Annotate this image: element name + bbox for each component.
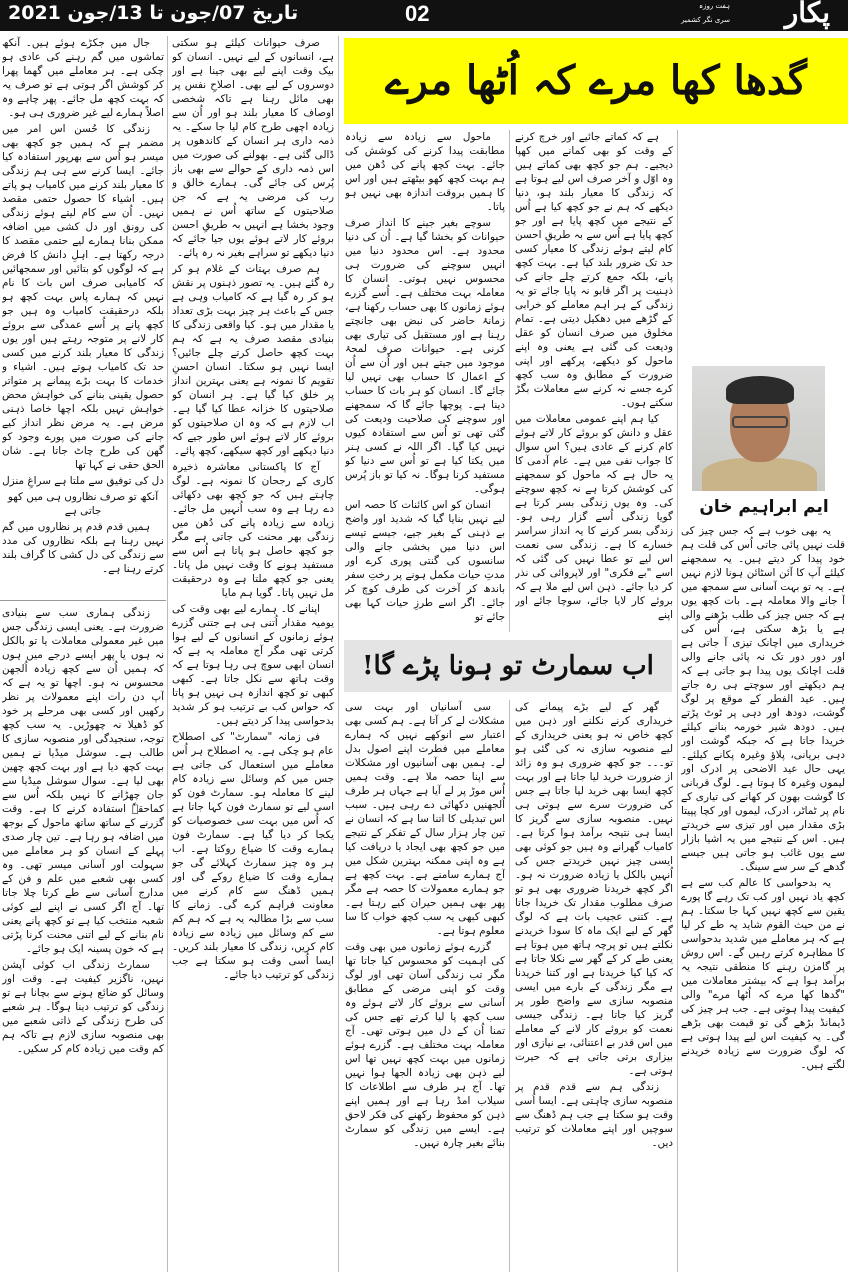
- paragraph: ماحول سے زیادہ سے زیادہ مطابقت پیدا کرنے کی کوشش کی جائے۔ بہت کچھ پانے کی دُھن میں ہم بہت کچھ کھو بیٹھتے ہیں اور اس کا ہمیں بروقت اندازہ بھی نہیں ہو پاتا۔: [345, 131, 505, 213]
- issue-date: تاریخ 07/جون تا 13/جون 2021: [8, 2, 299, 24]
- paragraph: گزرے ہوئے زمانوں میں بھی وقت کی اہمیت کو محسوس کیا جاتا تھا مگر تب زندگی آسان تھی اور لوگ وقت کو اپنی مرضی کے مطابق آسانی سے بروئے کار لاتے ہوئے وہ سب کچھ پا لیا کرتے تھے جس کی تمنا اُن کے دل میں ہوتی تھی۔ آج معاملہ بہت مختلف ہے۔ گزرے ہوئے زمانوں میں بہت کچھ نہیں تھا اس لیے ذہن بھی زیادہ الجھا ہوا نہیں تھا۔ آج ہر طرف سے اطلاعات کا سیلاب امڈ رہا ہے اور ہمیں اپنے ذہن کو محفوظ رکھنے کی فکر لاحق ہے۔ ایسے میں زندگی کو سمارٹ بنائے بغیر چارہ نہیں۔: [345, 941, 505, 1149]
- paragraph: سمارٹ زندگی اب کوئی آپشن نہیں، ناگزیر کیفیت ہے۔ وقت اور وسائل کو ضائع ہونے سے بچانا ہے تو زندگی کو ترتیب دینا ہوگا۔ ہر شعبے کی طرح زندگی کے ذاتی شعبے میں بھی منصوبہ سازی لازم ہے تاکہ ہم کم وقت میں زیادہ کام کر سکیں۔: [2, 959, 164, 1055]
- paragraph: صرف حیوانات کیلئے ہو سکتی ہے، انسانوں کے لیے نہیں۔ انسان کو بیک وقت اپنے لیے بھی جینا ہے اور دوسروں کے لیے بھی۔ اصلاحِ نفس پر بھی مائل رہنا ہے تاکہ شخصی اوصاف کا معیار بلند ہو اور اُن سے زیادہ اچھی طرح کام لیا جا سکے۔ یہ ذمہ داری ہر انسان کے کاندھوں پر ڈالی گئی ہے۔ بھولنے کی صورت میں اس ذمہ داری کے حوالے سے بھی باز پُرس کی جائے گی۔ ہمارے خالق و رب کی مرضی یہ ہے کہ جن صلاحیتوں کے ساتھ اُس نے ہمیں وجود بخشا ہے انہیں بہ طریقِ احسن بروئے کار لاتے ہوئے یوں جیا جائے کہ دنیا دیکھے تو سراہے بغیر نہ رہ پائے۔: [172, 37, 334, 259]
- logo-city: سری نگر کشمیر: [681, 16, 730, 24]
- column-divider: [509, 700, 510, 1272]
- paragraph: سی آسانیاں اور بہت سی مشکلات لے کر آتا ہے۔ ہم کسی بھی اعتبار سے انوکھے نہیں کہ ہمارے معاملے میں فطرت اپنے اصول بدل لے۔ ہمیں بھی آسانیوں اور مشکلات سے اپنا حصہ ملا ہے۔ وقت ہمیں اُس موڑ پر لے آیا ہے جہاں ہر طرف اُلجھنیں دکھائی دے رہی ہیں۔ سبب اس تبدیلی کا اتنا سا ہے کہ انسان نے تین چار ہزار سال کے تفکر کے نتیجے میں جو کچھ بھی ایجاد یا دریافت کیا ہے وہ اپنی ممکنہ بہترین شکل میں آج ہمارے سامنے ہے۔ بہت کچھ ہے جو ہمارے معمولات کا حصہ ہے مگر پھر بھی ہمیں حیران کیے رہتا ہے۔ کبھی کبھی یہ سب کچھ خواب کا سا معلوم ہوتا ہے۔: [345, 701, 505, 937]
- logo-text: پکار: [784, 0, 830, 29]
- column-divider: [167, 36, 168, 1272]
- article-headline[interactable]: گدھا کھا مرے کہ اُٹھا مرے: [344, 38, 848, 124]
- paragraph: زندگی کا حُسن اس امر میں مضمر ہے کہ ہمیں جو کچھ بھی میسر ہو اُس سے بھرپور استفادہ کیا جائے۔ ایسا کرنے سے ہی ہم زندگی کا معیار بلند کرنے میں کامیاب ہو پاتے ہیں۔ اشیاء کا حصول حتمی مقصد نہیں۔ اُن سے کام لیتے ہوئے زندگی کی رونق اور دل کشی میں اضافہ ممکن بنانا ہمارے لیے حتمی مقصد کا درجہ رکھتا ہے۔ اہلِ دانش کا فرض ہے کہ لوگوں کو بتائیں اور سمجھائیں کہ کامیابی صرف اس بات کا نام نہیں کہ ہمارے پاس بہت کچھ ہو بلکہ درحقیقت کامیاب وہ ہیں جو کچھ پانے پر اُسے عمدگی سے بروئے کار لانے پر متوجہ رہتے ہیں اور یوں زندگی کا معیار بلند کرنے میں کسی حد تک کامیاب ہوتے ہیں۔ اشیاء و خدمات کا بہت بڑے پیمانے پر متواتر حصول یقینی بنانے کی خواہش محض خواہش نہیں بلکہ اچھا خاصا ذہنی مرض ہے۔ یہ مرض نظر انداز کیے جانے کی صورت میں پورے وجود کو گھن کی طرح چاٹ جاتا ہے۔ شان الحق حقی نے کہا تھا: [2, 123, 164, 471]
- article-column: [345, 700, 505, 1272]
- page-number: 02: [405, 1, 430, 26]
- paragraph: آج کا پاکستانی معاشرہ ذخیرہ کاری کے رجحان کا نمونہ ہے۔ لوگ چاہتے ہیں کہ جو کچھ بھی دکھائی دے رہا ہے وہ سب اُنہیں مل جائے۔ زیادہ سے زیادہ پانے کی دُھن میں زندگی بھر محنت کی جاتی ہے مگر جو کچھ حاصل ہو پاتا ہے اُس سے مستفید ہونے کا وقت نہیں مل پاتا۔ یعنی جو کچھ ملتا ہے وہ درحقیقت مل نہیں پاتا۔ گویا ہم مایا: [172, 461, 334, 599]
- article-column: [515, 700, 673, 1272]
- section-divider: [0, 600, 166, 601]
- paragraph: انسان کو اس کائنات کا حصہ اس لیے نہیں بنایا گیا کہ شدید اور واضح بے ذہنی کے بغیر جیے، جیسے تیسے اس دنیا میں بخشی جانے والی سانسوں کی گنتی پوری کرے اور مدتِ حیات مکمل ہونے پر رختِ سفر باندھ کر آخرت کی طرف کوچ کر جائے۔ اگر اسے طرزِ حیات کہا بھی جائے تو: [345, 499, 505, 623]
- article-column: [2, 606, 164, 1272]
- paragraph: زندگی ہم سے قدم قدم پر منصوبہ سازی چاہتی ہے۔ ایسا اُسی وقت ہو سکتا ہے جب ہم ڈھنگ سے سوچیں اور اپنے معاملات کو ترتیب دیں۔: [515, 1081, 673, 1149]
- paragraph: ہمیں قدم قدم پر نظاروں میں گم نہیں رہنا ہے بلکہ نظاروں کی مدد سے زندگی کی دل کشی کا گراف بلند کرتے رہنا ہے۔: [2, 521, 164, 575]
- paragraph: جال میں جکڑے ہوئے ہیں۔ آنکھ تماشوں میں گم رہنے کی عادی ہو چکی ہے۔ ہر معاملے میں گھما پھرا کر کوشش اگر ہوتی ہے تو صرف یہ کہ بہت کچھ مل جائے۔ پھر چاہے وہ اصلاً ہمارے لیے غیر ضروری ہی ہو۔: [2, 37, 164, 119]
- masthead-bar: [0, 0, 848, 31]
- article-column: [172, 36, 334, 1272]
- column-divider: [509, 130, 510, 632]
- verse-line: آنکھ تو صرف نظاروں ہی میں کھو جاتی ہے: [7, 491, 159, 517]
- paragraph: ہے کہ کماتے جائیے اور خرچ کرنے کے وقت کو بھی کمانے میں کھپا دیجیے۔ ہم جو کچھ بھی کماتے ہیں وہ اوّل و آخر صرف اس لیے ہوتا ہے کہ زندگی کا معیار بلند ہو، دنیا دیکھے کہ ہم نے جو کچھ کیا ہے اُس کے نتیجے میں کچھ پایا ہے اور جو کچھ پایا ہے اُس سے بہ طریقِ احسن کام لیتے ہوئے زندگی کا معیار کسی حد تک ضرور بلند کیا ہے۔ بہت کچھ پانے، بلکہ جمع کرتے چلے جانے کی ذہنیت پر اگر قابو نہ پایا جائے تو یہ زندگی کے ہر اہم معاملے کو خرابی کے گڑھے میں دھکیل دیتی ہے۔ تمام مخلوق میں صرف انسان کو عقل ودیعت کی گئی ہے یعنی وہ اپنے ماحول کو دیکھے، پرکھے اور اپنی ضرورت کے مطابق وہ سب کچھ کرے جسے نہ کرنے سے معاملات بگڑ سکتے ہوں۔: [515, 131, 673, 409]
- paragraph: گھر کے لیے بڑے پیمانے کی خریداری کرنے نکلنے اور ذہن میں کچھ خاص نہ ہو یعنی خریداری کے لیے منصوبہ سازی نہ کی گئی ہو تو۔۔۔ جو کچھ ضروری ہو وہ زائد از ضرورت خرید لیا جاتا ہے اور بہت کچھ ایسا بھی خرید لیا جاتا ہے جس کی ضرورت سرے سے ہوتی ہی نہیں۔ منصوبہ سازی سے گریز کا ایسا ہی نتیجہ برآمد ہوا کرتا ہے۔ کامیاب گھرانے وہ ہیں جو کوئی بھی ایسی چیز نہیں خریدتے جس کی اُنہیں بالکل یا زیادہ ضرورت نہ ہو۔ اگر کچھ خریدنا ضروری بھی ہو تو صرف مطلوب مقدار تک خریدا جاتا ہے۔ کتنی عجیب بات ہے کہ لوگ گھر کے لیے ایک ماہ کا سودا خریدنے نکلتے ہیں تو پرچہ ہاتھ میں ہوتا ہے یعنی طے کر کے گھر سے نکلا جاتا ہے کہ کیا کیا خریدنا ہے اور کتنا خریدنا ہے مگر زندگی کے بارے میں ایسی منصوبہ سازی سے واضح طور پر گریز کیا جاتا ہے۔ زندگی جیسی نعمت کو بروئے کار لانے کے معاملے میں اس قدر بے اعتنائی، بے نیازی اور بیزاری برتی جاتی ہے کہ حیرت ہوتی ہے۔: [515, 701, 673, 1077]
- author-name: ایم ابراہیم خان: [699, 497, 829, 517]
- paragraph: یہ بدحواسی کا عالم کب سے ہے کچھ یاد نہیں اور کب تک رہے گا پورے یقین سے کچھ نہیں کہا جا سکتا۔ ہم نے من حیث القوم شاید یہ طے کر لیا ہے کہ ہر معاملے میں شدید بدحواسی کا مظاہرہ کرتے رہیں گے۔ اس روش پر گامزن رہنے کا منطقی نتیجہ یہ برآمد ہوا ہے کہ بیشتر معاملات میں "گدھا کھا مرے کہ اُٹھا مرے" والی کیفیت پیدا ہوتی ہے۔ جب ہر چیز کی ڈیمانڈ بڑھے گی تو قیمت بھی بڑھے گی۔ یہ کیفیت اس لیے پیدا ہوتی ہے کہ لوگ ضرورت سے زیادہ خریدنے لگتے ہیں۔: [681, 877, 845, 1071]
- paragraph: ہم صرف بہتات کے غلام ہو کر رہ گئے ہیں۔ یہ تصور ذہنوں پر نقش ہو کر رہ گیا ہے کہ کامیاب وہی ہے جس کے باعث ہر چیز بہت بڑی تعداد یا مقدار میں ہو۔ کیا واقعی زندگی کا بنیادی مقصد صرف یہ ہے کہ ہم بہت کچھ حاصل کرتے چلے جائیں؟ ایسا نہیں ہو سکتا۔ انسان احسنِ تقویم کا نمونہ ہے یعنی بہترین انداز پر خلق کیا گیا ہے۔ ہر انسان کو صلاحیتوں کا خزانہ عطا کیا گیا ہے۔ اب لازم ہے کہ وہ ان صلاحیتوں کو بروئے کار لاتے ہوئے اس طور جیے کہ دنیا دیکھے اور کچھ سیکھے، کچھ پائے۔: [172, 263, 334, 457]
- article-headline[interactable]: اب سمارٹ تو ہونا پڑے گا!: [344, 640, 672, 692]
- article-column: [515, 130, 673, 634]
- paragraph: کیا ہم اپنے عمومی معاملات میں عقل و دانش کو بروئے کار لاتے ہوئے کام کرنے کے عادی ہیں؟ اس سوال کا جواب نفی میں ہے۔ عام آدمی کا یہ حال ہے کہ ماحول کو سمجھنے کی کوشش کرتا ہے نہ کچھ سوچتے کی۔ وہ یوں زندگی بسر کرتا ہے گویا زندگی اُسے گزار رہی ہو۔ زندگی بسر کرنے کا یہ انداز سراسر خسارے کا ہے۔ زندگی سی نعمت اس لیے تو عطا نہیں کی گئی کہ اسے "بے فکری" اور لاپروائی کی نذر کر دیا جائے۔ ذہن اس لیے ملا ہے کہ بروئے کار لایا جائے، سوچا جائے اور اپنے: [515, 413, 673, 621]
- paragraph: زندگی ہماری سب سے بنیادی ضرورت ہے۔ یعنی ایسی زندگی جس میں غیر معمولی معاملات یا تو بالکل نہ ہوں یا پھر ایسے درجے میں ہوں کہ ہمیں اُن سے کچھ زیادہ اُلجھن محسوس نہ ہو۔ اچھا تو یہ ہے کہ آپ دن رات اپنے معمولات پر نظر رکھیں اور کسی بھی مرحلے پر خود کو ڈھیلا نہ چھوڑیں۔ یہ سب کچھ توجہ، سنجیدگی اور منصوبہ سازی کا طالب ہے۔ سوشل میڈیا نے ہمیں بہت کچھ دیا ہے اور بہت کچھ چھین بھی لیا ہے۔ سوال سوشل میڈیا سے جان چھڑانے کا نہیں بلکہ اُس سے کماحقہٗ استفادہ کرنے کا ہے۔ وقت گزرنے کے ساتھ ساتھ ماحول کے بوجھ میں اضافہ ہو رہا ہے۔ تین چار صدی پہلے کے انسان کو ہر معاملے میں سہولت اور آسانی میسر تھی۔ وہ کسی بھی شعبے میں علم و فن کے مدارج آسانی سے طے کرتا چلا جاتا تھا۔ آج اگر کسی نے اپنے لیے کوئی شعبہ منتخب کیا ہے تو کچھ پانے یعنی نام بنانے کے لیے اتنی محنت کرنا پڑتی ہے کہ خون پسینہ ایک ہو جائے۔: [2, 607, 164, 955]
- paragraph: سوچے بغیر جینے کا انداز صرف حیوانات کو بخشا گیا ہے۔ اُن کی دنیا محدود ہے۔ اس محدود دنیا میں انہیں سوچنے کی ضرورت ہی محسوس نہیں ہوتی۔ انسان کا معاملہ بہت مختلف ہے۔ اُسے گزرے ہوئے زمانوں کا بھی حساب رکھنا ہے، زمانۂ حاضر کی نبض بھی جانچتے رہنا ہے اور مستقبل کی تیاری بھی کرنی ہے۔ حیوانات صرف لمحۂ موجود میں جیتے ہیں اور اُن سے اُن کے اعمال کا حساب بھی نہیں لیا جائے گا۔ انسان کو ہر بات کا حساب دینا ہے۔ پوچھا جائے گا کہ سمجھنے اور سوچنے کی صلاحیت ودیعت کی گئی تھی تو اُس سے استفادہ کیوں نہیں کیا گیا۔ اگر اللہ نے کسی ہنر میں یکتا کیا ہے تو اُس سے دنیا کو مستفید کرنا ہوگا۔ نہ کیا تو باز پُرس ہوگی۔: [345, 217, 505, 495]
- column-divider: [338, 36, 339, 1272]
- logo-subtitle: ہفت روزہ: [699, 2, 730, 10]
- paragraph: اپنانے کا۔ ہمارے لیے بھی وقت کی یومیہ مقدار اُتنی ہی ہے جتنی گزرے ہوئے زمانوں کے انسانوں کے لیے ہوا کرتی تھی مگر آج معاملہ یہ ہے کہ انسان ابھی سوچ ہی رہا ہوتا ہے کہ وقت ہاتھ سے نکل جاتا ہے۔ کبھی کبھی تو کچھ اندازہ ہی نہیں ہو پاتا کہ حواس کب بے ترتیب ہو کر شدید بدحواسی پیدا کر دیتے ہیں۔: [172, 603, 334, 727]
- article-column: [2, 36, 164, 596]
- article-column: [681, 524, 845, 1272]
- author-photo: [692, 366, 825, 491]
- verse-line: دل کی توفیق سے ملتا ہے سراغِ منزل: [2, 475, 164, 487]
- paragraph: فی زمانہ "سمارٹ" کی اصطلاح عام ہو چکی ہے۔ یہ اصطلاح ہر اُس معاملے میں استعمال کی جاتی ہے جس میں کم وسائل سے زیادہ کام لینے کا معاملہ ہو۔ سمارٹ فون کو اسی لیے تو سمارٹ فون کہا جاتا ہے کہ اُس میں بہت سی خصوصیات کو یکجا کر دیا گیا ہے۔ سمارٹ فون ہمارے وقت کا ضیاع روکتا ہے۔ اب ہر وہ چیز سمارٹ کہلائے گی جو ہمارے وقت کا ضیاع روکے گی اور ہمیں ڈھنگ سے کام کرنے میں معاونت فراہم کرے گی۔ زمانے کا سب سے بڑا مطالبہ یہ ہے کہ ہم کم سے کم وسائل میں زیادہ سے زیادہ کام کریں، زندگی کا معیار بلند کریں۔ ایسا اُسی وقت ہو سکتا ہے جب زندگی کو ترتیب دیا جائے۔: [172, 731, 334, 981]
- paragraph: یہ بھی خوب ہے کہ جس چیز کی قلت نہیں پائی جاتی اُس کی قلت ہم خود پیدا کر دیتے ہیں۔ یہ سمجھنے کیلئے آپ کا آئن اسٹائن ہونا لازم نہیں ہے۔ یہ تو بہت آسانی سے سمجھ میں آ جانے والا معاملہ ہے۔ بات کچھ یوں ہے کہ جس چیز کی طلب بڑھنے والی ہے یا بڑھ سکتی ہے، اُس کی خریداری میں اچانک تیزی آ جاتی ہے اور دور دور تک نہ پائی جانے والی قلت اچانک یوں پیدا ہو جاتی ہے کہ ہم دیکھتے اور سوچتے ہی رہ جاتے ہیں۔ عید الفطر کے موقع پر لوگ گوشت، دودھ اور دہی پر ٹوٹ پڑتے ہیں۔ دودھ شیر خورمہ بنانے کیلئے خریدا جاتا ہے کہ جبکہ گوشت اور دہی بریانی، پلاؤ وغیرہ پکانے کیلئے۔ یہی حال عید الاضحی پر ادرک اور لیموں وغیرہ کا ہوتا ہے۔ لوگ قربانی کا گوشت بھون کر کھانے کی تیاری کے نام پر ٹماٹر، ادرک، لیموں اور کچا پپیتا بڑی مقدار میں اور تیزی سے خریدتے ہیں۔ اس کے نتیجے میں یہ اشیا بازار سے یوں غائب ہو جاتی ہیں جیسے گدھے کے سر سے سینگ۔: [681, 525, 845, 873]
- article-column: [345, 130, 505, 634]
- column-divider: [677, 130, 678, 1272]
- newspaper-logo[interactable]: [640, 0, 830, 31]
